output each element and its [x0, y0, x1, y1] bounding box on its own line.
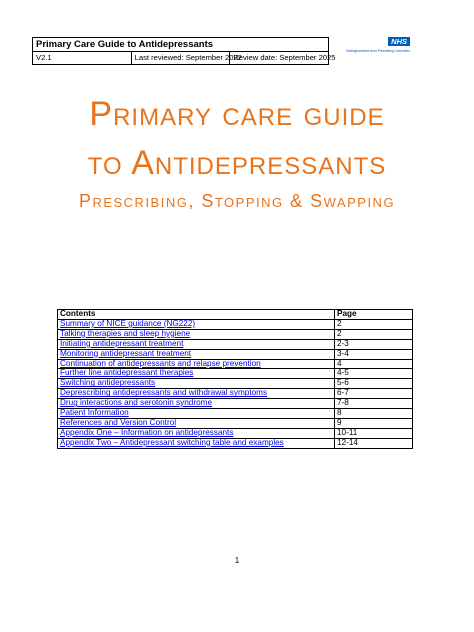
page-ref: 8 [335, 409, 413, 419]
page-ref: 5-6 [335, 379, 413, 389]
table-row [58, 369, 413, 379]
page-ref: 9 [335, 418, 413, 428]
contents-link[interactable]: Initiating antidepressant treatment [60, 338, 184, 348]
page-ref: 6-7 [335, 389, 413, 399]
table-row [58, 359, 413, 369]
table-row [58, 389, 413, 399]
nhs-badge: NHS [388, 37, 410, 46]
page-ref: 12-14 [335, 438, 413, 448]
header-version: V2.1 [33, 52, 132, 65]
contents-link[interactable]: Further line antidepressant therapies [60, 368, 194, 378]
contents-link[interactable]: Summary of NICE guidance (NG222) [60, 318, 196, 328]
contents-link[interactable]: Appendix One – Information on antidepressants [60, 427, 234, 437]
contents-link[interactable]: Monitoring antidepressant treatment [60, 348, 192, 358]
page-ref: 2-3 [335, 339, 413, 349]
page-ref: 4-5 [335, 369, 413, 379]
document-title-line-2: to Antidepressants [87, 144, 387, 182]
table-row [58, 379, 413, 389]
page-ref: 2 [335, 329, 413, 339]
page-ref: 10-11 [335, 428, 413, 438]
header-last-reviewed: Last reviewed: September 2022 [131, 52, 230, 65]
contents-link[interactable]: Continuation of antidepressants and relapse prevention [60, 358, 261, 368]
header-title: Primary Care Guide to Antidepressants [33, 38, 329, 52]
contents-column-header: Contents [58, 310, 335, 320]
table-row [58, 409, 413, 419]
table-row [58, 349, 413, 359]
contents-link[interactable]: Appendix Two – Antidepressant switching table and examples [60, 437, 284, 447]
document-title-line-1: Primary care guide [89, 95, 385, 133]
contents-link[interactable]: Deprescribing antidepressants and withdrawal symptoms [60, 388, 268, 398]
organisation-name: Nottinghamshire Area Prescribing Committee [346, 49, 410, 53]
table-row [58, 339, 413, 349]
header-review-date: Review date: September 2025 [230, 52, 329, 65]
page-ref: 7-8 [335, 399, 413, 409]
page-ref: 4 [335, 359, 413, 369]
page-column-header: Page [335, 310, 413, 320]
contents-link[interactable]: Patient Information [60, 408, 129, 418]
nhs-logo [330, 37, 410, 61]
page-ref: 2 [335, 319, 413, 329]
page-ref: 3-4 [335, 349, 413, 359]
table-row [58, 418, 413, 428]
contents-header-row [58, 310, 413, 320]
contents-table [57, 309, 413, 449]
contents-link[interactable]: Talking therapies and sleep hygiene [60, 328, 191, 338]
table-row [58, 428, 413, 438]
table-row [58, 329, 413, 339]
table-row [58, 438, 413, 448]
contents-link[interactable]: Drug interactions and serotonin syndrome [60, 398, 213, 408]
contents-link[interactable]: Switching antidepressants [60, 378, 156, 388]
page-number: 1 [234, 556, 240, 565]
table-row [58, 399, 413, 409]
contents-link[interactable]: References and Version Control [60, 417, 177, 427]
table-row [58, 319, 413, 329]
document-header [32, 37, 336, 65]
document-subtitle: Prescribing, Stopping & Swapping [78, 191, 396, 211]
